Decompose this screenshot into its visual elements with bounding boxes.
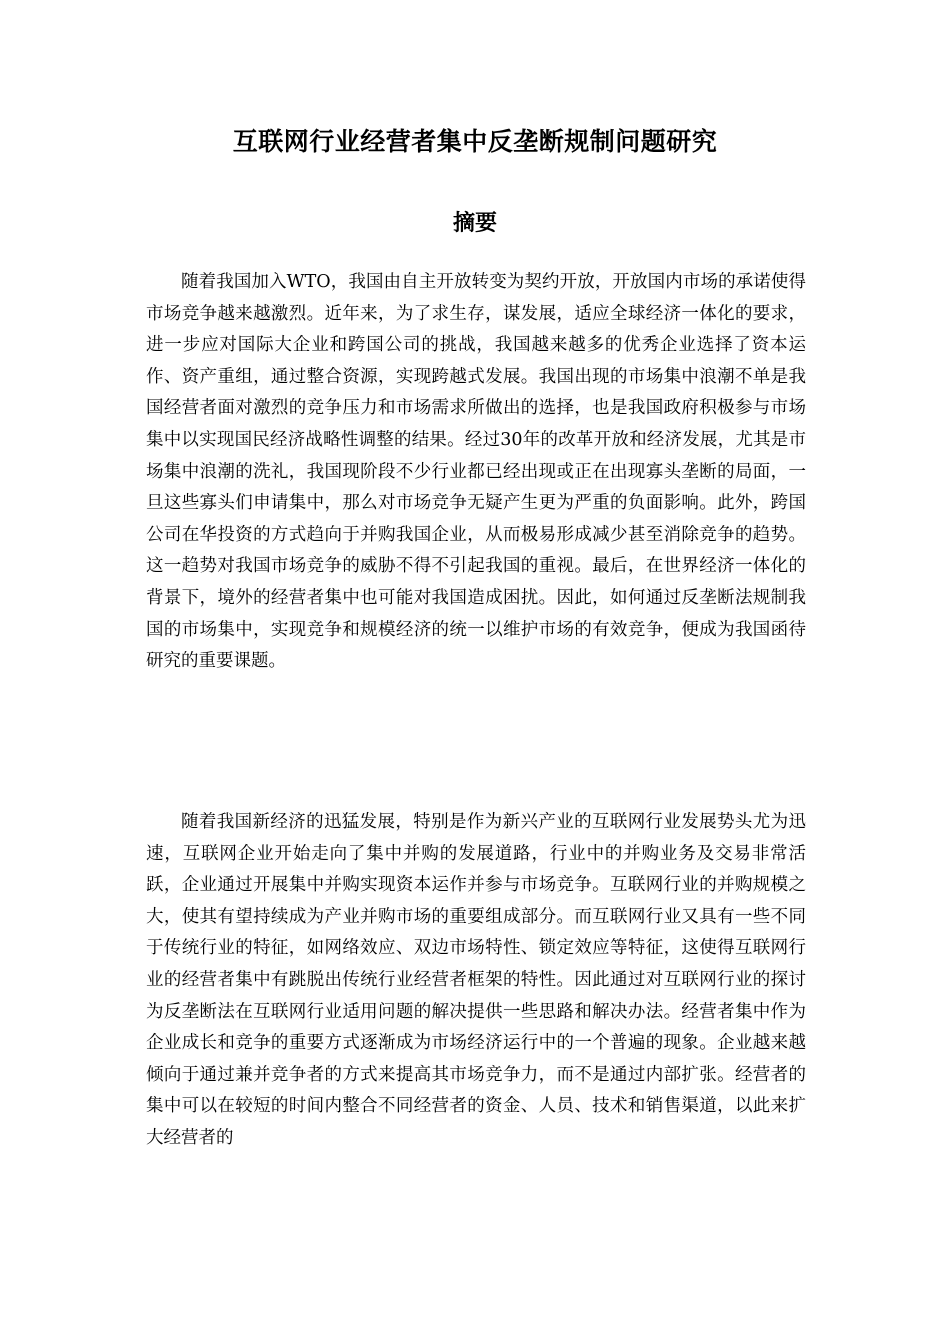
abstract-paragraph-1: 随着我国加入WTO，我国由自主开放转变为契约开放，开放国内市场的承诺使得市场竞争越来越激烈。近年来，为了求生存，谋发展，适应全球经济一体化的要求，进一步应对国际大企业和跨国公司的挑战，我国越来越多的优秀企业选择了资本运作、资产重组，通过整合资源，实现跨越式发展。我国出现的市场集中浪潮不单是我国经营者面对激烈的竞争压力和市场需求所做出的选择，也是我国政府积极参与市场集中以实现国民经济战略性调整的结果。经过30年的改革开放和经济发展，尤其是市场集中浪潮的洗礼，我国现阶段不少行业都已经出现或正在出现寡头垄断的局面，一旦这些寡头们申请集中，那么对市场竞争无疑产生更为严重的负面影响。此外，跨国公司在华投资的方式趋向于并购我国企业，从而极易形成减少甚至消除竞争的趋势。这一趋势对我国市场竞争的威胁不得不引起我国的重视。最后，在世界经济一体化的背景下，境外的经营者集中也可能对我国造成困扰。因此，如何通过反垄断法规制我国的市场集中，实现竞争和规模经济的统一以维护市场的有效竞争，便成为我国函待研究的重要课题。: [146, 272, 806, 672]
abstract-heading: 摘要: [452, 211, 497, 236]
document-title: 互联网行业经营者集中反垄断规制问题研究: [232, 127, 718, 156]
abstract-paragraph-2: 随着我国新经济的迅猛发展，特别是作为新兴产业的互联网行业发展势头尤为迅速，互联网企业开始走向了集中并购的发展道路，行业中的并购业务及交易非常活跃，企业通过开展集中并购实现资本运作并参与市场竞争。互联网行业的并购规模之大，使其有望持续成为产业并购市场的重要组成部分。而互联网行业又具有一些不同于传统行业的特征，如网络效应、双边市场特性、锁定效应等特征，这使得互联网行业的经营者集中有跳脱出传统行业经营者框架的特性。因此通过对互联网行业的探讨为反垄断法在互联网行业适用问题的解决提供一些思路和解决办法。经营者集中作为企业成长和竞争的重要方式逐渐成为市场经济运行中的一个普遍的现象。企业越来越倾向于通过兼并竞争者的方式来提高其市场竞争力，而不是通过内部扩张。经营者的集中可以在较短的时间内整合不同经营者的资金、人员、技术和销售渠道，以此来扩大经营者的: [146, 812, 806, 1148]
